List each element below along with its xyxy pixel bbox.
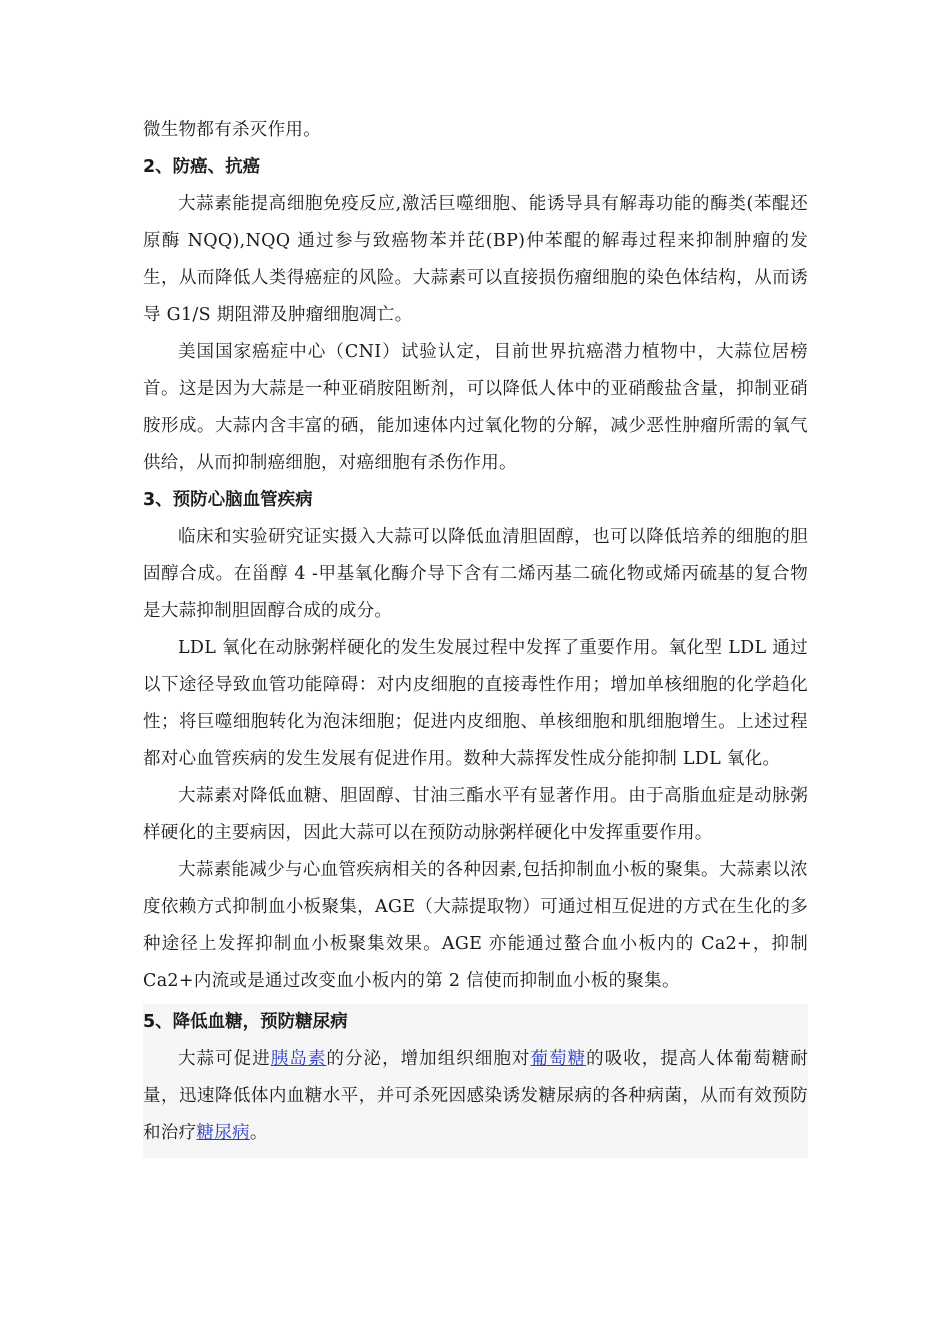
section-3-paragraph-2: LDL 氧化在动脉粥样硬化的发生发展过程中发挥了重要作用。氧化型 LDL 通过以下途径导致血管功能障碍：对内皮细胞的直接毒性作用；增加单核细胞的化学趋化性；将巨噬细胞转化为泡沫细胞；促进内皮细胞、单核细胞和肌细胞增生。上述过程都对心血管疾病的发生发展有促进作用。数种大蒜挥发性成分能抑制 LDL 氧化。 [143,638,808,769]
section-5-heading: 5、降低血糖，预防糖尿病 [143,1012,348,1032]
intro-tail-paragraph: 微生物都有杀灭作用。 [143,120,321,140]
section-5-block [143,1004,808,1158]
section-5-text-d: 。 [249,1123,268,1143]
section-5-text-b: 的分泌，增加组织细胞对 [326,1049,531,1069]
document-body [143,112,808,1158]
section-3-paragraph-1: 临床和实验研究证实摄入大蒜可以降低血清胆固醇，也可以降低培养的细胞的胆固醇合成。在甾醇 4 -甲基氧化酶介导下含有二烯丙基二硫化物或烯丙硫基的复合物是大蒜抑制胆固醇合成的成分。 [143,527,808,621]
link-diabetes[interactable]: 糖尿病 [196,1123,250,1143]
section-2-paragraph-1: 大蒜素能提高细胞免疫反应,激活巨噬细胞、能诱导具有解毒功能的酶类(苯醌还原酶 NQQ),NQQ 通过参与致癌物苯并芘(BP)仲苯醌的解毒过程来抑制肿瘤的发生，从而降低人类得癌症的风险。大蒜素可以直接损伤瘤细胞的染色体结构，从而诱导 G1/S 期阻滞及肿瘤细胞凋亡。 [143,194,808,325]
section-3-paragraph-3: 大蒜素对降低血糖、胆固醇、甘油三酯水平有显著作用。由于高脂血症是动脉粥样硬化的主要病因，因此大蒜可以在预防动脉粥样硬化中发挥重要作用。 [143,786,808,843]
section-3-heading: 3、预防心脑血管疾病 [143,490,313,510]
section-2-paragraph-2: 美国国家癌症中心（CNI）试验认定，目前世界抗癌潜力植物中，大蒜位居榜首。这是因为大蒜是一种亚硝胺阻断剂，可以降低人体中的亚硝酸盐含量，抑制亚硝胺形成。大蒜内含丰富的硒，能加速体内过氧化物的分解，减少恶性肿瘤所需的氧气供给，从而抑制癌细胞，对癌细胞有杀伤作用。 [143,342,808,473]
section-5-text-c: 的吸收，提高人体葡萄糖耐量，迅速降低体内血糖水平，并可杀死因感染诱发糖尿病的各种病菌，从而有效预防和治疗 [143,1049,808,1143]
section-3-paragraph-4: 大蒜素能减少与心血管疾病相关的各种因素,包括抑制血小板的聚集。大蒜素以浓度依赖方式抑制血小板聚集，AGE（大蒜提取物）可通过相互促进的方式在生化的多种途径上发挥抑制血小板聚集效果。AGE 亦能通过螯合血小板内的 Ca2+，抑制 Ca2+内流或是通过改变血小板内的第 2 信使而抑制血小板的聚集。 [143,860,808,991]
link-glucose[interactable]: 葡萄糖 [530,1049,587,1069]
section-5-paragraph-1 [143,1041,808,1152]
section-5-text-a: 大蒜可促进 [178,1049,271,1069]
section-2-heading: 2、防癌、抗癌 [143,157,261,177]
link-insulin[interactable]: 胰岛素 [270,1049,327,1069]
